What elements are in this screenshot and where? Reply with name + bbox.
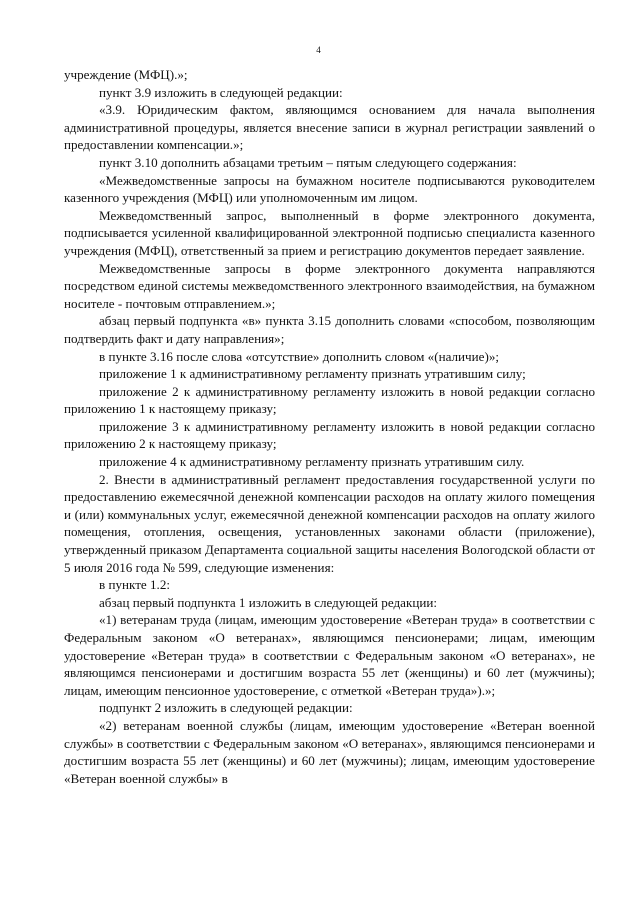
paragraph-point-3-9-intro: пункт 3.9 изложить в следующей редакции: — [99, 84, 343, 100]
paragraph-point-3-15: абзац первый подпункта «в» пункта 3.15 дополнить словами «способом, позволяющим подтвердить факт и дату направления»; — [64, 313, 595, 346]
paragraph-paper-requests: «Межведомственные запросы на бумажном носителе подписываются руководителем казенного учреждения (МФЦ) или уполномоченным им лицом. — [64, 172, 595, 206]
paragraph-point-3-10-intro: пункт 3.10 дополнить абзацами третьим – пятым следующего содержания: — [99, 154, 517, 170]
paragraph-subpoint-2-intro: подпункт 2 изложить в следующей редакции: — [99, 700, 353, 716]
paragraph-subpoint-2-text: «2) ветеранам военной службы (лицам, имеющим удостоверение «Ветеран военной службы» в соответствии с Федеральным законом «О ветеранах», являющимся пенсионерами и достигшим возраста 55 лет (женщины) и 60 лет (мужчины); лицам, имеющим удостоверение «Ветеран военной службы» в — [64, 717, 595, 786]
paragraph-mfc-end: учреждение (МФЦ).»; — [64, 67, 188, 82]
paragraph-appendix-3: приложение 3 к административному регламенту изложить в новой редакции согласно приложению 2 к настоящему приказу; — [64, 418, 595, 452]
paragraph-point-1-2: в пункте 1.2: — [99, 577, 171, 593]
paragraph-subpoint-1-intro: абзац первый подпункта 1 изложить в следующей редакции: — [99, 594, 437, 610]
page-number: 4 — [316, 45, 321, 55]
paragraph-electronic-request: Межведомственный запрос, выполненный в форме электронного документа, подписывается усиленной квалифицированной электронной подписью специалиста казенного учреждения (МФЦ), ответственный за прием и регистрацию документов передает заявление. — [64, 207, 595, 258]
document-body — [64, 66, 595, 787]
paragraph-point-3-9-text: «3.9. Юридическим фактом, являющимся основанием для начала выполнения административной процедуры, является внесение записи в журнал регистрации заявлений о предоставлении компенсации.»; — [64, 102, 595, 153]
paragraph-appendix-1: приложение 1 к административному регламенту признать утратившим силу; — [99, 366, 526, 382]
paragraph-appendix-4: приложение 4 к административному регламенту признать утратившим силу. — [99, 454, 525, 470]
paragraph-item-2: 2. Внести в административный регламент предоставления государственной услуги по предоставлению ежемесячной денежной компенсации расходов на оплату жилого помещения и (или) коммунальных услуг, ежемесячной денежной компенсации расходов на оплату жилого помещения, отопления, освещения, установленных законами области (приложение), утвержденный приказом Департамента социальной защиты населения Вологодской области от 5 июля 2016 года № 599, следующие изменения: — [64, 471, 595, 575]
paragraph-appendix-2: приложение 2 к административному регламенту изложить в новой редакции согласно приложению 1 к настоящему приказу; — [64, 383, 595, 417]
paragraph-subpoint-1-text: «1) ветеранам труда (лицам, имеющим удостоверение «Ветеран труда» в соответствии с Федеральным законом «О ветеранах», являющимся пенсионерами; лицам, имеющим удостоверение «Ветеран труда» в соответствии с Федеральным законом «О ветеранах», не являющимся пенсионерами и достигшим возраста 55 лет (женщины) и 60 лет (мужчины); лицам, имеющим пенсионное удостоверение, с отметкой «Ветеран труда»).»; — [64, 612, 595, 698]
paragraph-electronic-delivery: Межведомственные запросы в форме электронного документа направляются посредством единой системы межведомственного электронного взаимодействия, на бумажном носителе - почтовым отправлением.»; — [64, 260, 595, 311]
paragraph-point-3-16: в пункте 3.16 после слова «отсутствие» дополнить словом «(наличие)»; — [99, 348, 500, 364]
